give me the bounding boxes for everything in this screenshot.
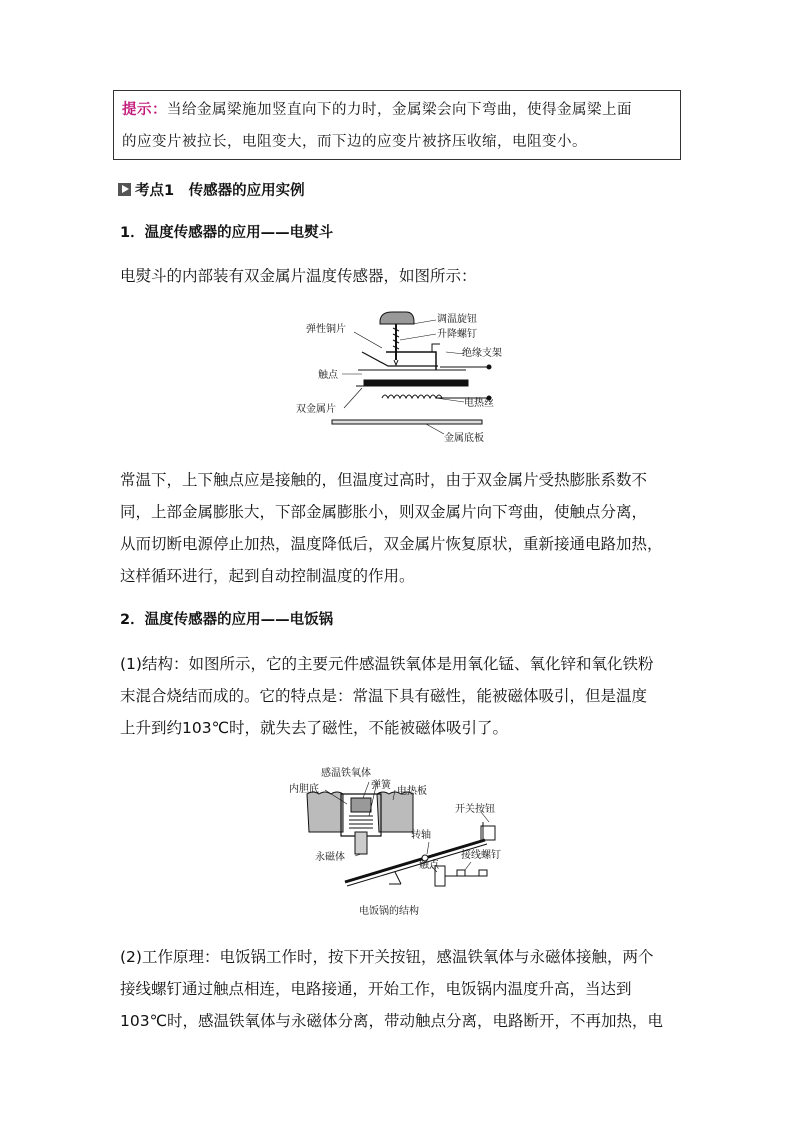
label-terminal-screw: 接线螺钉 bbox=[461, 850, 501, 861]
label-spring: 弹簧 bbox=[371, 780, 391, 791]
para-iron-line-1: 常温下，上下触点应是接触的，但温度过高时，由于双金属片受热膨胀系数不 bbox=[120, 471, 648, 489]
label-heating-plate: 电热板 bbox=[397, 786, 427, 797]
label-inner-bottom: 内胆底 bbox=[289, 784, 319, 795]
heading-rice-cooker: 2．温度传感器的应用——电饭锅 bbox=[120, 612, 334, 628]
para-structure-line-3: 上升到约103℃时，就失去了磁性，不能被磁体吸引了。 bbox=[120, 719, 508, 737]
hint-box bbox=[113, 90, 681, 160]
iron-diagram bbox=[296, 304, 506, 454]
figure-caption: 电饭锅的结构 bbox=[359, 906, 419, 917]
para-iron-line-4: 这样循环进行，起到自动控制温度的作用。 bbox=[120, 567, 415, 585]
hint-label: 提示： bbox=[122, 102, 167, 118]
label-screw: 升降螺钉 bbox=[437, 329, 477, 340]
label-contact: 触点 bbox=[318, 370, 338, 381]
label-pivot: 转轴 bbox=[411, 830, 431, 841]
para-principle-line-2: 接线螺钉通过触点相连，电路接通，开始工作，电饭锅内温度升高，当达到 bbox=[120, 980, 632, 998]
label-contact-rc: 触点 bbox=[419, 860, 439, 871]
play-triangle-icon bbox=[118, 183, 131, 196]
label-heating-wire: 电热丝 bbox=[464, 398, 494, 409]
para-structure-line-2: 末混合烧结而成的。它的特点是：常温下具有磁性，能被磁体吸引，但是温度 bbox=[120, 687, 648, 705]
section-title bbox=[118, 179, 305, 200]
para-principle-line-3: 103℃时，感温铁氧体与永磁体分离，带动触点分离，电路断开，不再加热，电 bbox=[120, 1012, 663, 1030]
hint-text-1: 当给金属梁施加竖直向下的力时，金属梁会向下弯曲，使得金属梁上面 bbox=[167, 102, 632, 118]
label-base-plate: 金属底板 bbox=[444, 433, 484, 444]
label-knob: 调温旋钮 bbox=[437, 314, 477, 325]
knob-shape bbox=[380, 312, 414, 324]
label-switch-button: 开关按钮 bbox=[455, 804, 495, 815]
label-ferrite: 感温铁氧体 bbox=[321, 768, 371, 779]
rice-cooker-diagram bbox=[285, 760, 530, 920]
label-magnet: 永磁体 bbox=[315, 852, 345, 863]
para-principle-line-1: (2)工作原理：电饭锅工作时，按下开关按钮，感温铁氧体与永磁体接触，两个 bbox=[120, 948, 654, 966]
heading-iron: 1．温度传感器的应用——电熨斗 bbox=[120, 225, 334, 241]
section-title-text: 考点1 传感器的应用实例 bbox=[135, 183, 305, 199]
label-insulating-support: 绝缘支架 bbox=[462, 348, 502, 359]
para-iron-line-2: 同，上部金属膨胀大，下部金属膨胀小，则双金属片向下弯曲，使触点分离， bbox=[120, 503, 648, 521]
hint-line-1 bbox=[122, 98, 632, 119]
label-spring-copper: 弹性铜片 bbox=[306, 324, 346, 335]
para-structure-line-1: (1)结构：如图所示，它的主要元件感温铁氧体是用氧化锰、氧化锌和氧化铁粉 bbox=[120, 655, 654, 673]
label-bimetal: 双金属片 bbox=[296, 404, 336, 415]
hint-line-2: 的应变片被拉长，电阻变大，而下边的应变片被挤压收缩，电阻变小。 bbox=[122, 134, 587, 150]
para-iron-intro: 电熨斗的内部装有双金属片温度传感器，如图所示： bbox=[120, 267, 477, 285]
para-iron-line-3: 从而切断电源停止加热，温度降低后，双金属片恢复原状，重新接通电路加热， bbox=[120, 535, 663, 553]
